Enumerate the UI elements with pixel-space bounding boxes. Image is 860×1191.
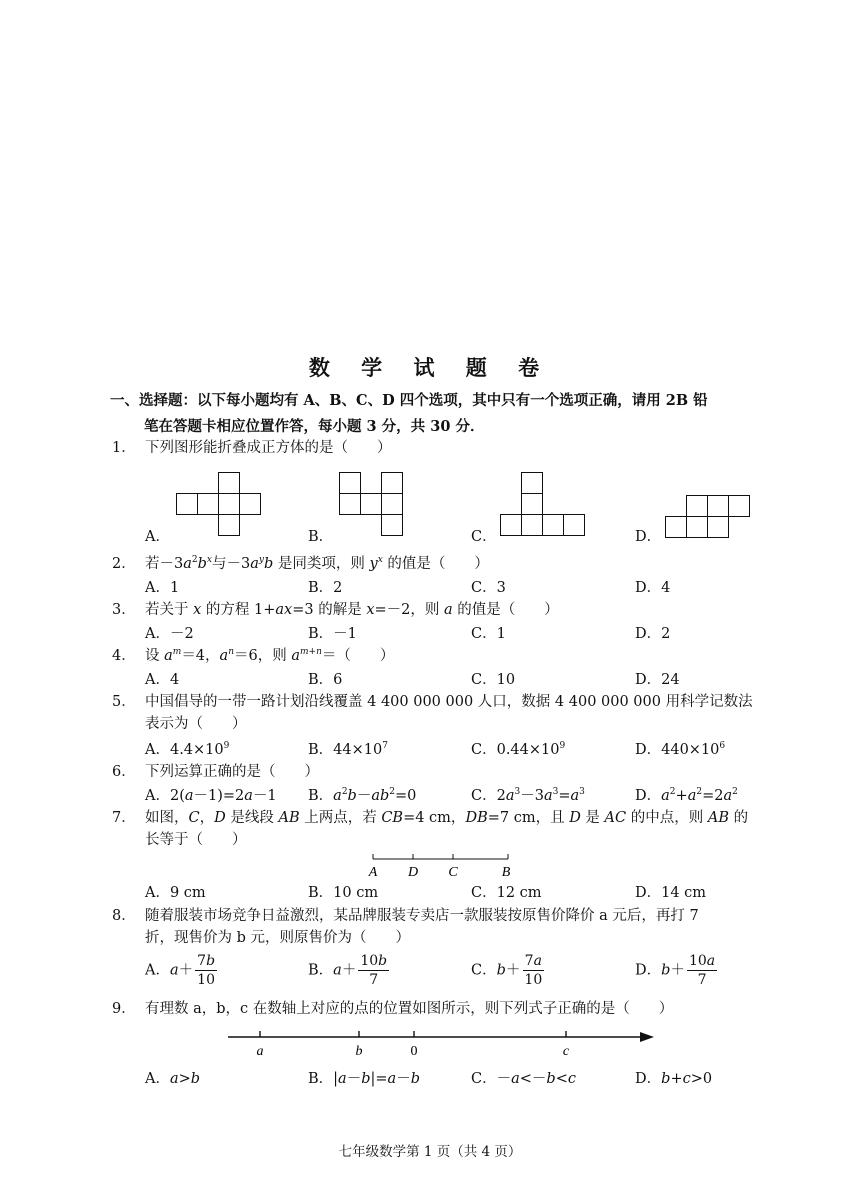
option-a[interactable]: A．4	[145, 672, 180, 688]
option-b[interactable]: B．2	[308, 580, 343, 596]
option-d[interactable]: D．$440\times 10^6$	[635, 741, 726, 758]
option-c[interactable]: C．10	[471, 672, 516, 688]
option-d[interactable]: D．$a^2+a^2=2a^2$	[635, 787, 738, 804]
question-stem: 下列图形能折叠成正方体的是（ ）	[145, 440, 392, 456]
option-b[interactable]: B．－1	[308, 626, 357, 642]
option-c[interactable]: C．12 cm	[471, 885, 542, 901]
question-stem	[145, 691, 770, 735]
option-d[interactable]: D．14 cm	[635, 885, 707, 901]
stem-line2: 长等于（ ）	[145, 832, 247, 848]
question-number: 7．	[112, 810, 136, 826]
option-d[interactable]: D．b+c>0	[635, 1071, 713, 1087]
question-number: 5．	[112, 694, 136, 710]
question-number: 9．	[112, 1001, 136, 1017]
option-c[interactable]: C．	[471, 529, 497, 545]
options-q7	[145, 881, 785, 903]
question-stem: 设 $a^m=4$，$a^n=6$，则 $a^{m+n}=$（ ）	[145, 647, 395, 664]
point-label-c: C	[448, 865, 458, 880]
stem-line2: 表示为（ ）	[145, 716, 247, 732]
option-c[interactable]: C．1	[471, 626, 506, 642]
option-a[interactable]: A．$4.4\times 10^9$	[145, 741, 230, 758]
stem-line2: 折，现售价为 b 元，则原售价为（ ）	[145, 930, 410, 946]
axis-label-b: b	[355, 1044, 363, 1059]
axis-label-a: a	[256, 1044, 264, 1059]
option-d[interactable]: D．	[635, 529, 662, 545]
page-footer: 七年级数学第 1 页（共 4 页）	[338, 1144, 522, 1160]
section-heading-line1: 一、选择题：以下每小题均有 A、B、C、D 四个选项，其中只有一个选项正确，请用 2B 铅	[110, 392, 708, 409]
option-b[interactable]: B．10 cm	[308, 885, 379, 901]
question-number: 3．	[112, 602, 136, 618]
segment-diagram	[366, 850, 516, 880]
option-b[interactable]: B．$a^2b-ab^2=0$	[308, 787, 417, 804]
question-number: 8．	[112, 908, 136, 924]
option-b[interactable]: B．a＋ $\frac{10b}{7}$	[308, 953, 388, 988]
option-b[interactable]: B．$44\times 10^7$	[308, 741, 388, 758]
question-number: 4．	[112, 648, 136, 664]
section-heading	[110, 388, 770, 440]
option-c[interactable]: C．$2a^3-3a^3=a^3$	[471, 787, 585, 804]
option-d[interactable]: D．b＋ $\frac{10a}{7}$	[635, 953, 716, 988]
axis-label-zero: 0	[410, 1044, 418, 1059]
option-a[interactable]: A．a>b	[145, 1071, 201, 1087]
option-d[interactable]: D．2	[635, 626, 671, 642]
stem-line1: 中国倡导的一带一路计划沿线覆盖 4 400 000 000 人口，数据 4 400 000 000 用科学记数法	[145, 694, 753, 710]
option-a[interactable]: A．2(a－1)=2a－1	[145, 788, 277, 804]
question-number: 6．	[112, 764, 136, 780]
question-stem: 若$-3a^2b^x$与$-3a^yb$ 是同类项，则 $y^x$ 的值是（ ）	[145, 555, 489, 572]
option-c[interactable]: C．$0.44\times 10^9$	[471, 741, 566, 758]
option-a[interactable]: A．a＋ $\frac{7b}{10}$	[145, 953, 216, 988]
options-q3	[145, 622, 785, 644]
axis-label-c: c	[562, 1044, 570, 1059]
options-q2	[145, 576, 785, 598]
options-q9	[145, 1067, 785, 1089]
point-label-d: D	[407, 865, 419, 880]
options-q1	[145, 525, 785, 547]
options-q6	[145, 784, 785, 806]
question-stem	[145, 905, 770, 949]
option-c[interactable]: C．－a<－b<c	[471, 1071, 576, 1087]
option-b[interactable]: B．|a－b|=a－b	[308, 1071, 420, 1087]
question-number: 2．	[112, 556, 136, 572]
question-stem: 若关于 x 的方程 1+ax=3 的解是 x=－2，则 a 的值是（ ）	[145, 602, 559, 618]
option-d[interactable]: D．4	[635, 580, 671, 596]
options-q4	[145, 668, 785, 690]
option-c[interactable]: C．b＋ $\frac{7a}{10}$	[471, 953, 543, 988]
option-a[interactable]: A．9 cm	[145, 885, 206, 901]
question-stem: 有理数 a，b，c 在数轴上对应的点的位置如图所示，则下列式子正确的是（ ）	[145, 1001, 674, 1017]
options-q8	[145, 952, 785, 992]
option-b[interactable]: B．6	[308, 672, 343, 688]
question-stem: 下列运算正确的是（ ）	[145, 764, 319, 780]
options-q5	[145, 738, 785, 760]
option-b[interactable]: B．	[308, 529, 334, 545]
page-title: 数 学 试 题 卷	[308, 355, 552, 380]
option-a[interactable]: A．	[145, 529, 170, 545]
question-number: 1．	[112, 440, 136, 456]
stem-line1: 随着服装市场竞争日益激烈，某品牌服装专卖店一款服装按原售价降价 a 元后，再打 7	[145, 908, 699, 924]
option-a[interactable]: A．1	[145, 580, 180, 596]
option-a[interactable]: A．－2	[145, 626, 194, 642]
section-heading-line2: 笔在答题卡相应位置作答，每小题 3 分，共 30 分．	[144, 418, 485, 435]
option-d[interactable]: D．24	[635, 672, 680, 688]
point-label-a: A	[368, 865, 378, 880]
question-stem: 如图，C，D 是线段 AB 上两点，若 CB=4 cm，DB=7 cm，且 D 是 AC 的中点，则 AB 的 长等于（ ）	[145, 810, 749, 848]
point-label-b: B	[501, 865, 511, 880]
number-line	[226, 1026, 656, 1060]
option-c[interactable]: C．3	[471, 580, 506, 596]
